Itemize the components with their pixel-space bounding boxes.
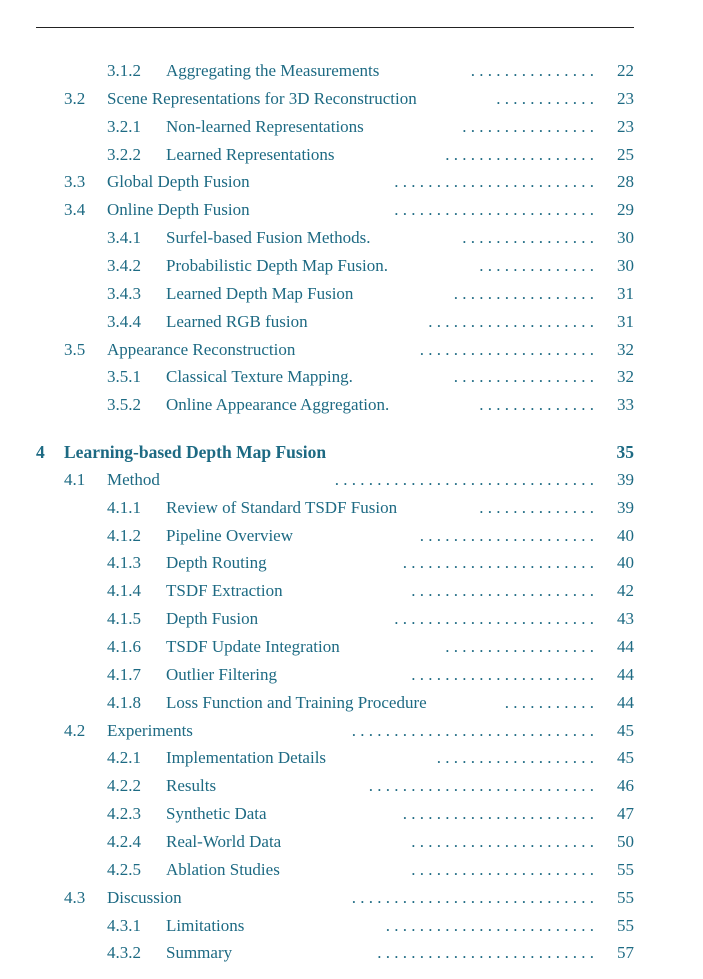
toc-leader-dots: . . . . . . . . . . . . . . . . . . . . . . .: [402, 804, 594, 824]
toc-entry-title[interactable]: Learned RGB fusion: [166, 311, 308, 331]
toc-entry[interactable]: [0, 718, 703, 744]
toc-entry-number: 3.2.2: [107, 144, 141, 164]
toc-entry-title[interactable]: Online Depth Fusion: [107, 200, 250, 220]
toc-entry[interactable]: [0, 86, 703, 112]
toc-leader-dots: . . . . . . . . . . . . . . . . .: [453, 283, 594, 303]
toc-entry[interactable]: [0, 169, 703, 195]
toc-leader-dots: . . . . . . . . . . . . . . . . . . .: [436, 748, 594, 768]
toc-entry-page: 32: [617, 367, 634, 387]
toc-leader-dots: . . . . . . . . . . . . . . . . . . . .: [428, 311, 594, 331]
toc-leader-dots: . . . . . . . . . . . . . . . . . . . . . . . .: [394, 172, 594, 192]
toc-entry[interactable]: [0, 885, 703, 911]
toc-entry[interactable]: [0, 801, 703, 827]
toc-entry-number: 4.1.5: [107, 609, 141, 629]
toc-entry-number: 4.2.1: [107, 748, 141, 768]
toc-entry-page: 39: [617, 497, 634, 517]
toc-entry-page: 45: [617, 720, 634, 740]
toc-entry-page: 32: [617, 339, 634, 359]
toc-entry[interactable]: [0, 940, 703, 966]
toc-entry-number: 4.2.3: [107, 804, 141, 824]
toc-entry[interactable]: [0, 745, 703, 771]
toc-entry-title[interactable]: Depth Fusion: [166, 609, 259, 629]
toc-entry-number: 4.3.2: [107, 943, 141, 963]
toc-entry[interactable]: [0, 913, 703, 939]
toc-leader-dots: . . . . . . . . . . . . . .: [479, 497, 594, 517]
toc-leader-dots: . . . . . . . . . . . . . . . . . . . . . .: [411, 859, 594, 879]
toc-entry-number: 3.2: [64, 88, 86, 108]
toc-entry[interactable]: [0, 857, 703, 883]
toc-leader-dots: . . . . . . . . . . . . . . . . . . . . .: [419, 525, 594, 545]
toc-entry[interactable]: [0, 690, 703, 716]
toc-entry-number: 3.4.4: [107, 311, 141, 331]
toc-entry-page: 57: [617, 943, 634, 963]
toc-entry-page: 23: [617, 88, 634, 108]
toc-entry-title[interactable]: Learning-based Depth Map Fusion: [64, 442, 327, 463]
toc-entry-page: 33: [617, 395, 634, 415]
toc-entry-page: 30: [617, 255, 634, 275]
toc-entry[interactable]: [0, 253, 703, 279]
toc-leader-dots: . . . . . . . . . . . . . . . . . . . . . . . .: [394, 609, 594, 629]
toc-entry-title[interactable]: Implementation Details: [166, 748, 327, 768]
toc-entry-number: 4.1.4: [107, 581, 141, 601]
toc-entry[interactable]: [0, 309, 703, 335]
toc-entry-page: 55: [617, 915, 634, 935]
toc-entry-number: 3.5.2: [107, 395, 141, 415]
toc-entry-number: 4.1.6: [107, 637, 141, 656]
toc-entry-page: 39: [617, 469, 634, 489]
toc-leader-dots: . . . . . . . . . . . . . . . . .: [453, 367, 594, 387]
toc-entry-page: 43: [617, 609, 634, 629]
toc-leader-dots: . . . . . . . . . . . . . .: [479, 255, 594, 275]
header-rule: [36, 27, 634, 28]
toc-leader-dots: . . . . . . . . . . . . . . . . . . . . . . . . . . . . .: [351, 887, 594, 907]
toc-entry-number: 4.1: [64, 469, 86, 489]
toc-entry-title[interactable]: Synthetic Data: [166, 804, 267, 824]
toc-entry-page: 45: [617, 748, 634, 768]
toc-entry[interactable]: [0, 829, 703, 855]
toc-entry-title[interactable]: TSDF Extraction: [166, 581, 283, 601]
toc-entry-title[interactable]: Limitations: [166, 915, 245, 935]
toc-entry-title[interactable]: Surfel-based Fusion Methods.: [166, 228, 371, 248]
toc-entry-page: 55: [617, 887, 634, 907]
toc-leader-dots: . . . . . . . . . . . . . . . . . . . . . . . . . .: [377, 943, 594, 963]
toc-entry-page: 42: [617, 581, 634, 601]
toc-leader-dots: . . . . . . . . . . . . . . . .: [462, 228, 594, 248]
toc-entry-number: 4: [36, 442, 45, 463]
toc-entry[interactable]: [0, 662, 703, 688]
toc-entry-page: 30: [617, 228, 634, 248]
toc-entry[interactable]: [0, 634, 703, 660]
toc-entry-title[interactable]: Summary: [166, 943, 233, 963]
toc-entry-title[interactable]: Classical Texture Mapping.: [166, 367, 353, 387]
toc-entry-title[interactable]: Real-World Data: [166, 831, 282, 851]
toc-entry[interactable]: [0, 773, 703, 799]
toc-entry[interactable]: [0, 142, 703, 168]
toc-entry-page: 44: [617, 637, 634, 656]
toc-entry-page: 29: [617, 200, 634, 220]
toc-entry-title[interactable]: Pipeline Overview: [166, 525, 293, 545]
toc-entry-page: 31: [617, 283, 634, 303]
toc-entry-number: 4.1.2: [107, 525, 141, 545]
toc-entry-page: 55: [617, 859, 634, 879]
toc-leader-dots: . . . . . . . . . . . . . . . . . .: [445, 637, 594, 656]
toc-leader-dots: . . . . . . . . . . . . . . . .: [462, 116, 594, 136]
toc-entry-number: 4.2.2: [107, 776, 141, 796]
toc-leader-dots: . . . . . . . . . . . . . . . . . . . . . .: [411, 831, 594, 851]
toc-entry-title[interactable]: Non-learned Representations: [166, 116, 364, 136]
toc-chapter-entry[interactable]: [0, 439, 703, 465]
toc-entry-page: 50: [617, 831, 634, 851]
toc-entry-number: 3.4: [64, 200, 86, 220]
toc-entry-title[interactable]: Appearance Reconstruction: [107, 339, 296, 359]
toc-entry[interactable]: [0, 495, 703, 521]
toc-entry[interactable]: [0, 606, 703, 632]
toc-entry-page: 44: [617, 692, 634, 712]
toc-entry[interactable]: [0, 197, 703, 223]
toc-entry-number: 4.3.1: [107, 915, 141, 935]
toc-entry-number: 4.1.8: [107, 692, 141, 712]
toc-entry-title[interactable]: Results: [166, 776, 217, 796]
toc-leader-dots: . . . . . . . . . . . . . . . . . . . . . . . . . . .: [368, 776, 594, 796]
toc-entry-page: 28: [617, 172, 634, 192]
toc-entry[interactable]: [0, 225, 703, 251]
toc-entry-number: 4.1.1: [107, 497, 141, 517]
toc-entry-title[interactable]: Discussion: [107, 887, 182, 907]
toc-leader-dots: . . . . . . . . . . . .: [496, 88, 594, 108]
toc-leader-dots: . . . . . . . . . . . . . . . . . . . . . . . . . . . . .: [351, 720, 594, 740]
toc-leader-dots: . . . . . . . . . . . . . . . . . . . . . .: [411, 581, 594, 601]
toc-entry-page: 25: [617, 144, 634, 164]
toc-entry-number: 3.5.1: [107, 367, 141, 387]
toc-leader-dots: . . . . . . . . . . . . . . . . . . . . . . . .: [394, 200, 594, 220]
toc-entry-number: 3.4.3: [107, 283, 141, 303]
toc-entry-title[interactable]: Method: [107, 469, 160, 489]
toc-entry-page: 23: [617, 116, 634, 136]
toc-entry-page: 22: [617, 61, 634, 80]
toc-entry-page: 35: [616, 442, 634, 463]
toc-entry-number: 3.4.1: [107, 228, 141, 248]
toc-entry-page: 44: [617, 664, 634, 684]
toc-entry-title[interactable]: Probabilistic Depth Map Fusion.: [166, 255, 388, 275]
toc-entry-title[interactable]: Learned Depth Map Fusion: [166, 283, 354, 303]
toc-entry-title[interactable]: Review of Standard TSDF Fusion: [166, 497, 398, 517]
toc-leader-dots: . . . . . . . . . . . . . . . . . . . . . . . . . . . . . . .: [334, 469, 594, 489]
toc-entry-number: 4.1.7: [107, 664, 141, 684]
toc-leader-dots: . . . . . . . . . . . . . . . . . . . . .: [419, 339, 594, 359]
toc-entry[interactable]: [0, 58, 703, 84]
toc-leader-dots: . . . . . . . . . . . . . . . . . .: [445, 144, 594, 164]
toc-entry-number: 4.2: [64, 720, 86, 740]
toc-entry[interactable]: [0, 281, 703, 307]
toc-entry-page: 40: [617, 553, 634, 573]
toc-entry-number: 4.2.5: [107, 859, 141, 879]
toc-entry-number: 4.1.3: [107, 553, 141, 573]
toc-entry-title[interactable]: Loss Function and Training Procedure: [166, 692, 427, 712]
toc-entry[interactable]: [0, 364, 703, 390]
toc-entry[interactable]: [0, 467, 703, 493]
toc-entry-title[interactable]: Experiments: [107, 720, 193, 740]
toc-leader-dots: . . . . . . . . . . . . . .: [479, 395, 594, 415]
toc-leader-dots: . . . . . . . . . . . . . . . . . . . . . . .: [402, 553, 594, 573]
toc-leader-dots: . . . . . . . . . . . . . . .: [470, 61, 594, 80]
toc-entry[interactable]: [0, 114, 703, 140]
toc-entry-number: 4.3: [64, 887, 86, 907]
toc-entry-page: 46: [617, 776, 634, 796]
toc-entry-page: 31: [617, 311, 634, 331]
toc-entry-number: 4.2.4: [107, 831, 141, 851]
toc-entry-page: 40: [617, 525, 634, 545]
toc-entry-number: 3.3: [64, 172, 86, 192]
toc-entry-title[interactable]: Aggregating the Measurements: [166, 61, 380, 80]
toc-entry-title[interactable]: Online Appearance Aggregation.: [166, 395, 390, 415]
toc-entry-number: 3.4.2: [107, 255, 141, 275]
toc-leader-dots: . . . . . . . . . . . . . . . . . . . . . .: [411, 664, 594, 684]
toc-entry-title[interactable]: TSDF Update Integration: [166, 637, 340, 656]
toc-entry-number: 3.2.1: [107, 116, 141, 136]
toc-entry-title[interactable]: Outlier Filtering: [166, 664, 277, 684]
toc-leader-dots: . . . . . . . . . . . . . . . . . . . . . . . . .: [385, 915, 594, 935]
toc-entry-title[interactable]: Global Depth Fusion: [107, 172, 250, 192]
toc-entry[interactable]: [0, 578, 703, 604]
toc-entry[interactable]: [0, 523, 703, 549]
toc-entry-title[interactable]: Ablation Studies: [166, 859, 280, 879]
toc-entry-title[interactable]: Depth Routing: [166, 553, 267, 573]
toc-entry[interactable]: [0, 392, 703, 418]
toc-entry[interactable]: [0, 550, 703, 576]
toc-entry-number: 3.1.2: [107, 61, 141, 80]
toc-entry-number: 3.5: [64, 339, 86, 359]
toc-entry-page: 47: [617, 804, 634, 824]
toc-leader-dots: . . . . . . . . . . .: [504, 692, 594, 712]
toc-entry[interactable]: [0, 337, 703, 363]
toc-entry-title[interactable]: Scene Representations for 3D Reconstruction: [107, 88, 417, 108]
toc-entry-title[interactable]: Learned Representations: [166, 144, 335, 164]
